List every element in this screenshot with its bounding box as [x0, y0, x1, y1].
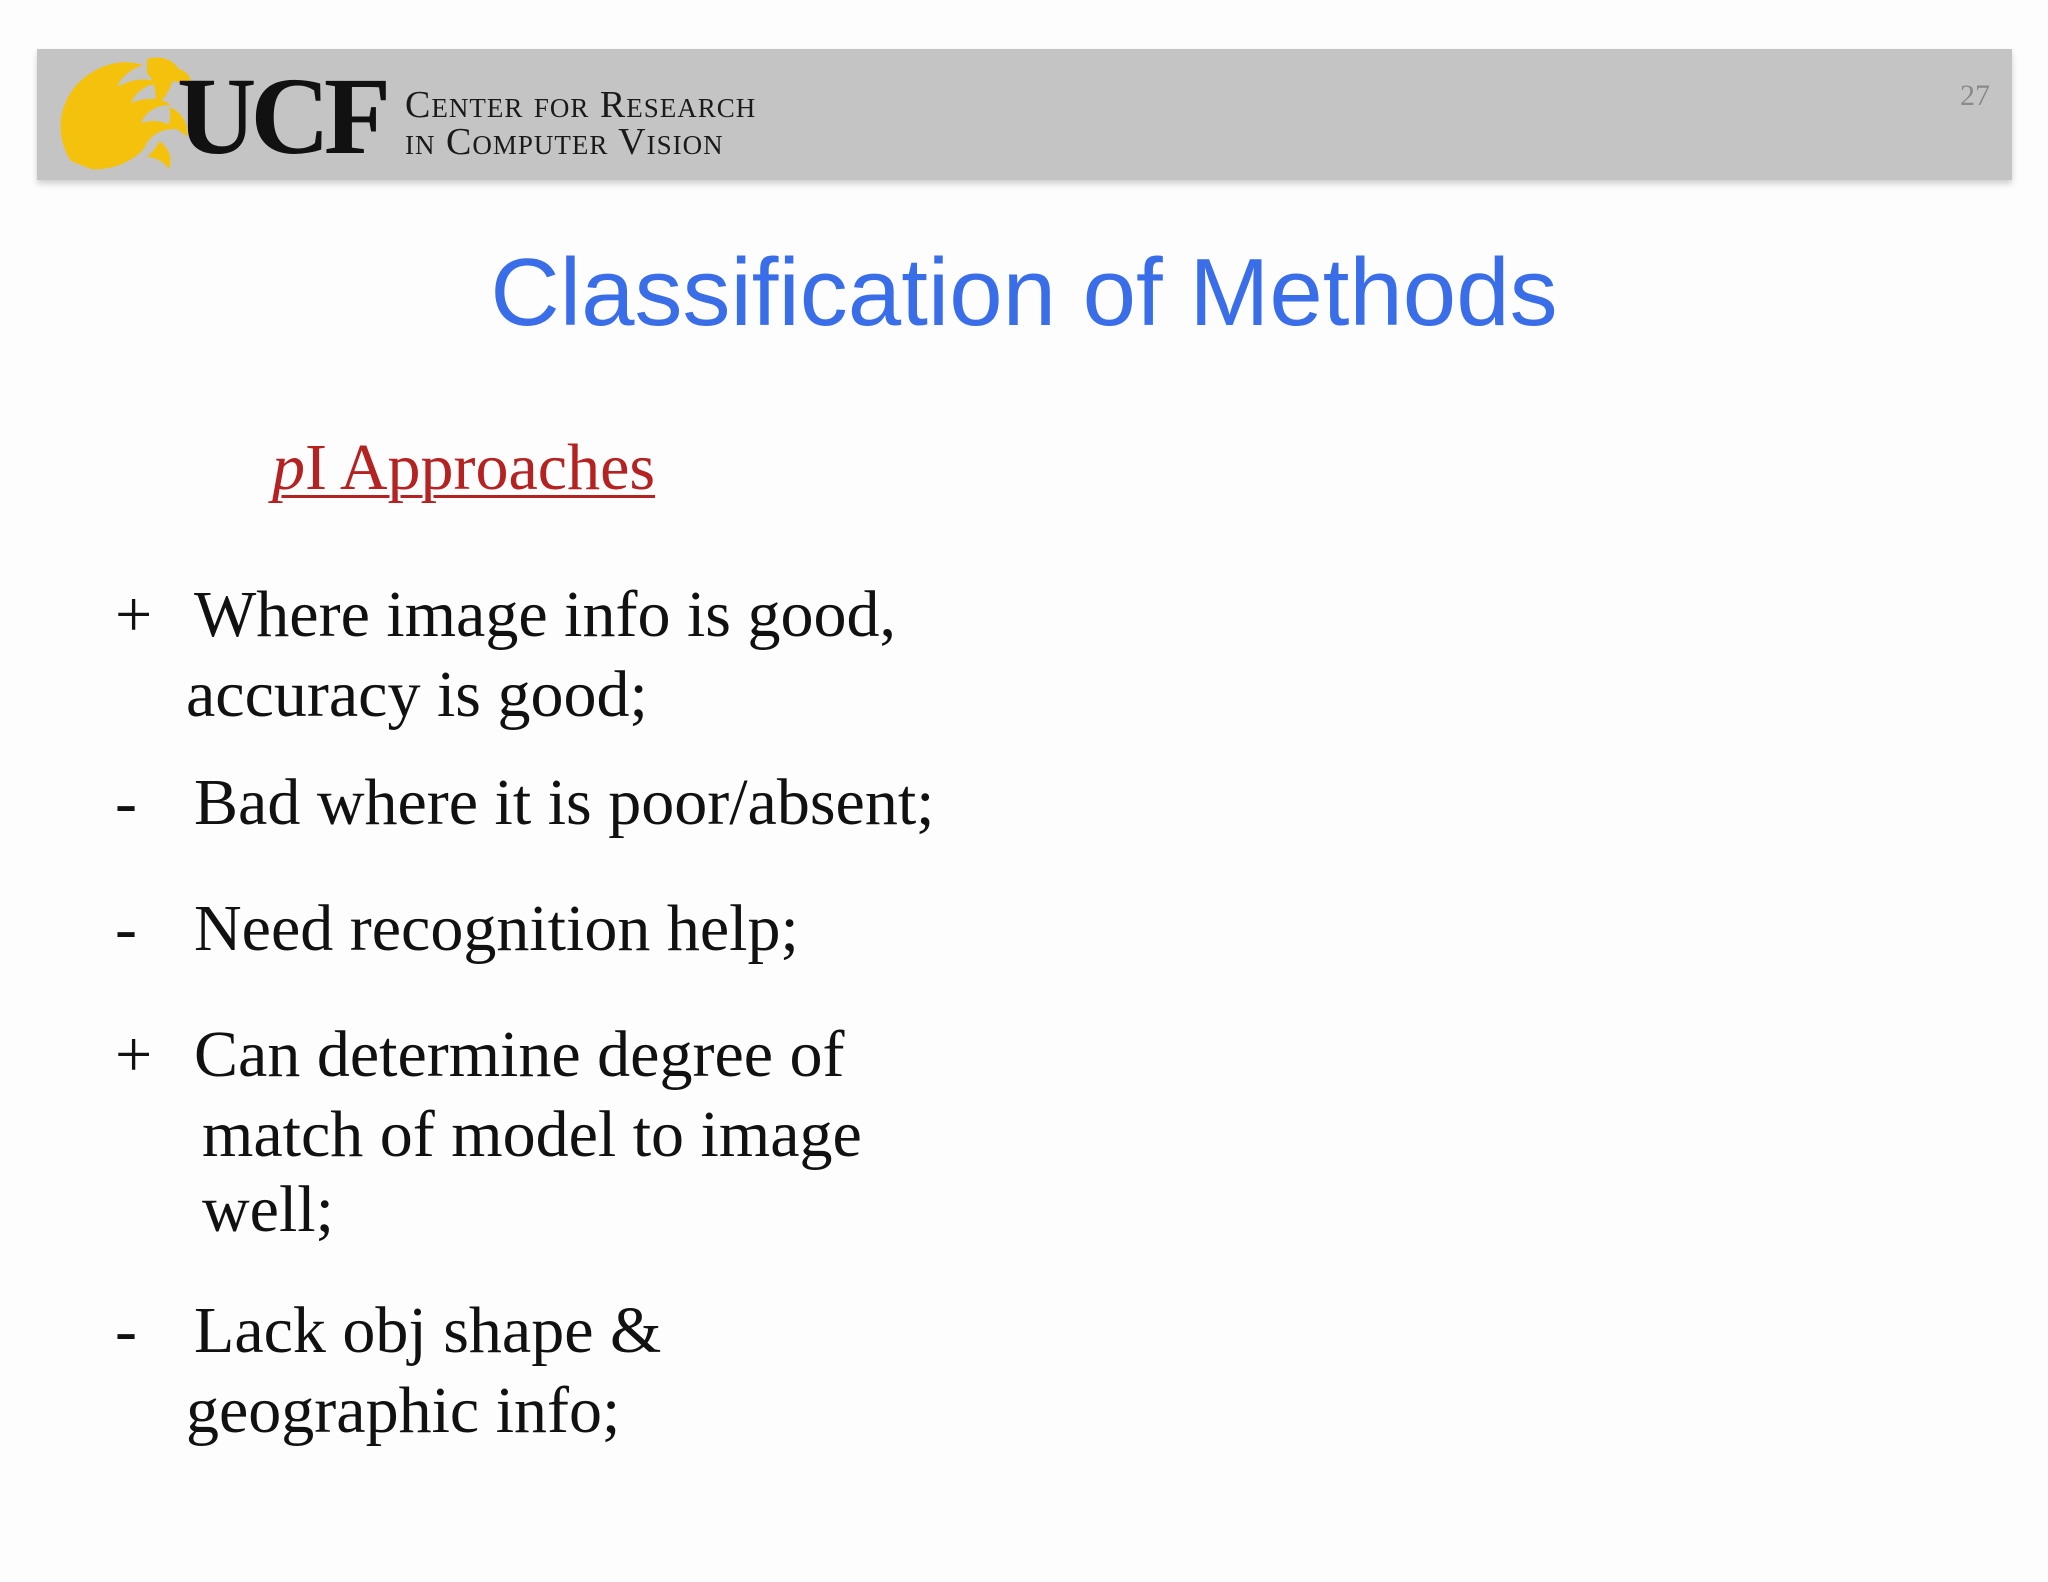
- bullet-marker: -: [115, 766, 137, 839]
- org-name-line1: Center for Research: [405, 84, 757, 126]
- bullet-line: Need recognition help;: [194, 892, 799, 965]
- slide-number: 27: [1960, 79, 1990, 112]
- org-name-line2: in Computer Vision: [405, 121, 724, 163]
- bullet-marker: +: [115, 578, 153, 651]
- bullet-item: [110, 763, 1110, 843]
- bullet-line: Lack obj shape &: [194, 1294, 662, 1367]
- bullet-line: match of model to image: [202, 1098, 862, 1171]
- ucf-logo-text: UCF: [177, 55, 386, 177]
- bullet-item: [110, 575, 1110, 735]
- org-name: [405, 84, 757, 163]
- bullet-marker: -: [115, 1294, 137, 1367]
- subtitle-rest: I Approaches: [305, 431, 656, 504]
- slide-title: Classification of Methods: [490, 239, 1558, 346]
- bullet-line: Where image info is good,: [194, 578, 896, 651]
- bullet-item: [110, 1291, 1110, 1451]
- bullet-line: geographic info;: [186, 1374, 621, 1447]
- bullet-line: well;: [202, 1173, 334, 1246]
- subtitle-italic-part: p: [272, 431, 305, 504]
- bullet-line: Can determine degree of: [194, 1018, 845, 1091]
- bullet-list: [110, 575, 1110, 1451]
- bullet-item: [110, 1015, 1110, 1245]
- bullet-marker: -: [115, 892, 137, 965]
- bullet-item: [110, 889, 1110, 969]
- header-bar: [37, 49, 2012, 180]
- section-subtitle: [272, 430, 655, 506]
- bullet-line: Bad where it is poor/absent;: [194, 766, 935, 839]
- bullet-line: accuracy is good;: [186, 658, 648, 731]
- bullet-marker: +: [115, 1018, 153, 1091]
